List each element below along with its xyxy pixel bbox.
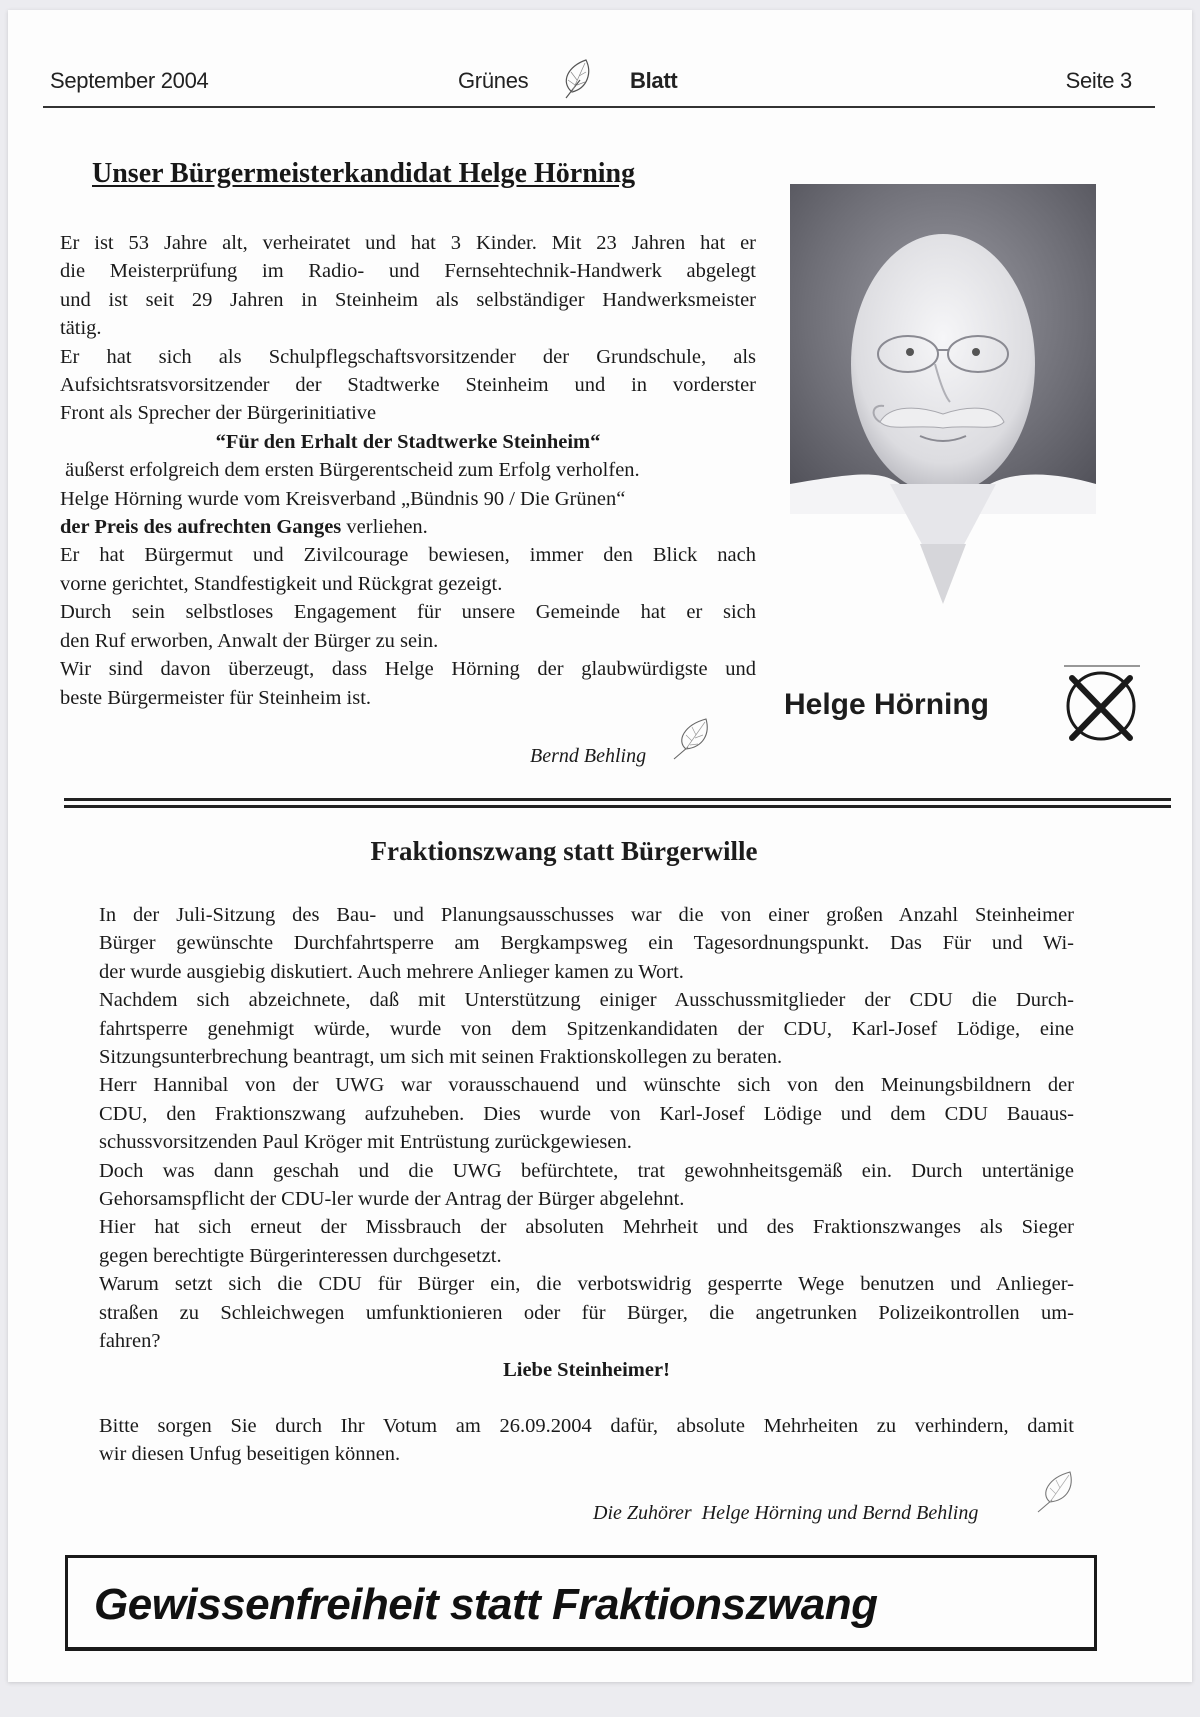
- text-line: Wir sind davon überzeugt, dass Helge Hörning der glaubwürdigste und: [60, 658, 756, 681]
- text-line: straßen zu Schleichwegen umfunktionieren oder für Bürger, die angetrunken Polizeikontrollen um-: [99, 1301, 1074, 1324]
- text-line: Durch sein selbstloses Engagement für unsere Gemeinde hat er sich: [60, 601, 756, 624]
- article-title-fraktionszwang: Fraktionszwang statt Bürgerwille: [370, 836, 758, 866]
- leaf-icon: [558, 58, 598, 108]
- slogan-text: Gewissenfreiheit statt Fraktionszwang: [94, 1580, 878, 1629]
- leaf-icon: [1034, 1468, 1076, 1521]
- text-line: die Meisterprüfung im Radio- und Fernsehtechnik-Handwerk abgelegt: [60, 260, 756, 283]
- publication-name-left: Grünes: [458, 68, 529, 93]
- text-line: Aufsichtsratsvorsitzender der Stadtwerke Steinheim und in vorderster: [60, 374, 756, 397]
- text-line: Sitzungsunterbrechung beantragt, um sich mit seinen Fraktionskollegen zu beraten.: [99, 1046, 783, 1069]
- text-line: [60, 513, 756, 541]
- leaf-icon: [670, 715, 712, 768]
- text-line: beste Bürgermeister für Steinheim ist.: [60, 686, 372, 709]
- candidate-portrait: [790, 184, 1096, 612]
- text-line: schussvorsitzenden Paul Kröger mit Entrüstung zurückgewiesen.: [99, 1131, 632, 1154]
- text-line: In der Juli-Sitzung des Bau- und Planungsausschusses war die von einer großen Anzahl Steinheimer: [99, 904, 1074, 926]
- text-line: Nachdem sich abzeichnete, daß mit Unterstützung einiger Ausschussmitglieder der CDU die Durch-: [99, 989, 1074, 1012]
- newsletter-page: [8, 10, 1192, 1682]
- authors-signature: Die Zuhörer Helge Hörning und Bernd Behling: [593, 1502, 979, 1524]
- text-line: Warum setzt sich die CDU für Bürger ein, die verbotswidrig gesperrte Wege benutzen und Anlieger-: [99, 1273, 1074, 1296]
- page-number: Seite 3: [1065, 68, 1132, 93]
- text-line: Er hat sich als Schulpflegschaftsvorsitzender der Grundschule, als: [60, 345, 756, 368]
- text-line: gegen berechtigte Bürgerinteressen durchgesetzt.: [99, 1244, 502, 1267]
- text-line: CDU, den Fraktionszwang aufzuheben. Dies wurde von Karl-Josef Lödige und dem CDU Bauaus-: [99, 1102, 1074, 1125]
- article-body-fraktionszwang: [99, 901, 1074, 1469]
- text-line: der wurde ausgiebig diskutiert. Auch mehrere Anlieger kamen zu Wort.: [99, 960, 684, 983]
- text-line: Er hat Bürgermut und Zivilcourage bewiesen, immer den Blick nach: [60, 544, 756, 567]
- text-line: Front als Sprecher der Bürgerinitiative: [60, 402, 377, 425]
- article-title-candidate: Unser Bürgermeisterkandidat Helge Hörning: [92, 158, 636, 189]
- text-line: Helge Hörning wurde vom Kreisverband „Bündnis 90 / Die Grünen“: [60, 487, 626, 510]
- text-line: Herr Hannibal von der UWG war vorausschauend und wünschte sich von den Meinungsbildnern der: [99, 1074, 1074, 1097]
- text-line: tätig.: [60, 317, 102, 340]
- author-signature: Bernd Behling: [530, 745, 647, 767]
- award-name: der Preis des aufrechten Ganges: [60, 516, 342, 539]
- text-line: Doch was dann geschah und die UWG befürchtete, trat gewohnheitsgemäß ein. Durch untertänige: [99, 1159, 1074, 1182]
- text-line: fahrtsperre genehmigt würde, wurde von dem Spitzenkandidaten der CDU, Karl-Josef Lödige, eine: [99, 1017, 1074, 1040]
- text-line: den Ruf erworben, Anwalt der Bürger zu sein.: [60, 629, 439, 652]
- text-line: wir diesen Unfug beseitigen können.: [99, 1443, 401, 1466]
- publication-name-right: Blatt: [630, 68, 678, 93]
- text-fragment: verliehen.: [341, 516, 428, 539]
- text-line: und ist seit 29 Jahren in Steinheim als selbständiger Handwerksmeister: [60, 288, 756, 311]
- text-line: fahren?: [99, 1330, 161, 1353]
- text-line: Gehorsamspflicht der CDU-ler wurde der Antrag der Bürger abgelehnt.: [99, 1188, 685, 1211]
- section-divider: [64, 798, 1171, 801]
- header-divider: [43, 106, 1155, 108]
- text-line: Bitte sorgen Sie durch Ihr Votum am 26.09.2004 dafür, absolute Mehrheiten zu verhindern, damit: [99, 1414, 1074, 1437]
- initiative-name: “Für den Erhalt der Stadtwerke Steinheim“: [215, 430, 601, 453]
- text-line: vorne gerichtet, Standfestigkeit und Rückgrat gezeigt.: [60, 572, 503, 595]
- text-line: Hier hat sich erneut der Missbrauch der absoluten Mehrheit und des Fraktionszwanges als Sieger: [99, 1216, 1074, 1239]
- text-line: äußerst erfolgreich dem ersten Bürgerentscheid zum Erfolg verholfen.: [60, 459, 640, 482]
- greeting: Liebe Steinheimer!: [503, 1358, 670, 1381]
- candidate-name: Helge Hörning: [784, 688, 990, 721]
- section-divider: [64, 805, 1171, 808]
- slogan-box: [65, 1555, 1097, 1651]
- ballot-cross-icon: [1058, 660, 1144, 751]
- issue-date: September 2004: [50, 68, 209, 93]
- text-line: Bürger gewünschte Durchfahrtsperre am Bergkampsweg ein Tagesordnungspunkt. Das Für und Wi-: [99, 932, 1074, 955]
- text-line: Er ist 53 Jahre alt, verheiratet und hat 3 Kinder. Mit 23 Jahren hat er: [60, 232, 756, 254]
- article-body-candidate: [60, 229, 756, 712]
